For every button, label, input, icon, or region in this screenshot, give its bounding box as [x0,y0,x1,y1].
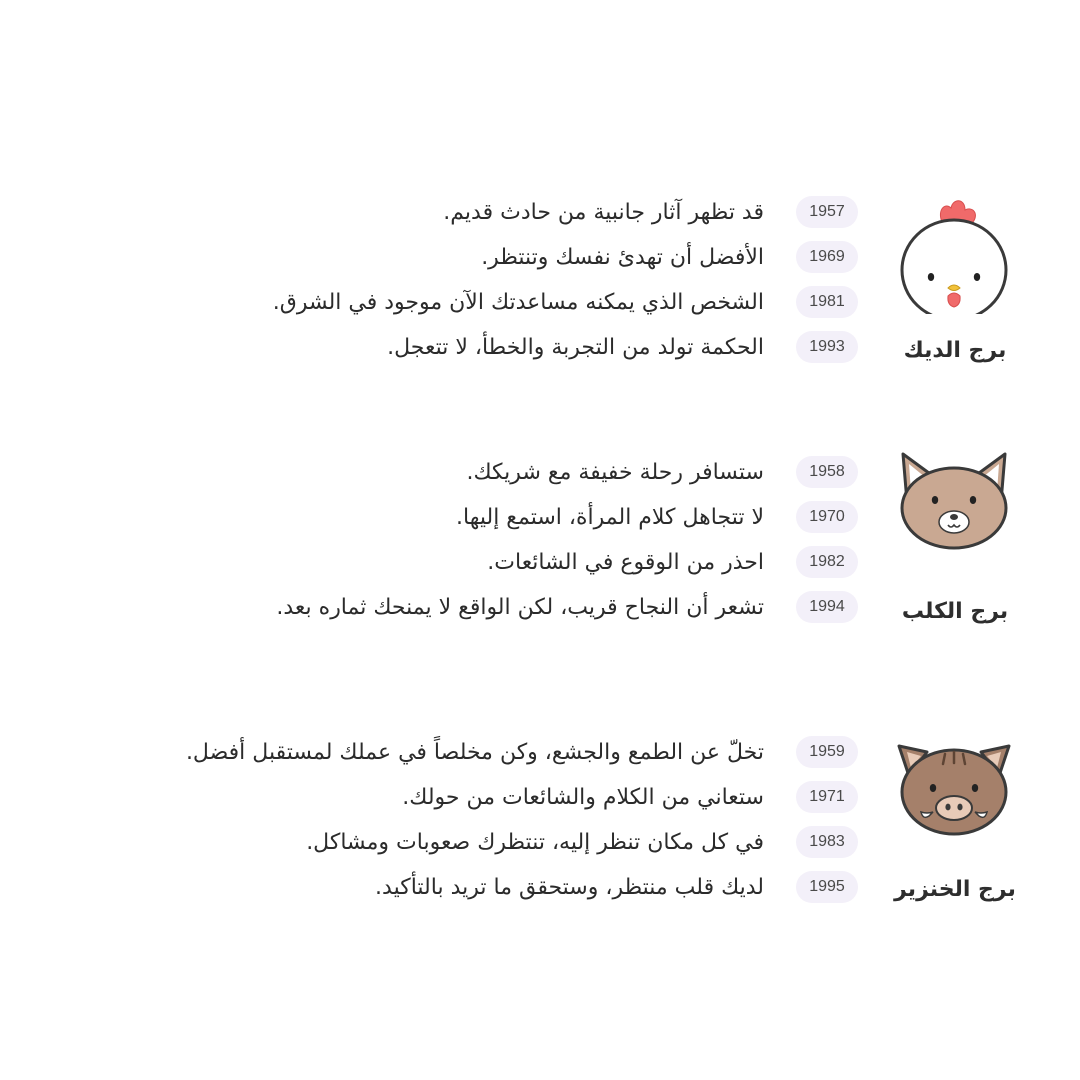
prediction-text: في كل مكان تنظر إليه، تنتظرك صعوبات ومشاكل. [306,830,764,855]
prediction-text: لا تتجاهل كلام المرأة، استمع إليها. [456,505,764,530]
prediction-text: احذر من الوقوع في الشائعات. [487,550,764,575]
year-badge: 1969 [796,241,858,273]
list-item [0,820,1080,865]
sign-title: برج الخنزير [894,877,1016,902]
year-badge: 1970 [796,501,858,533]
year-badge: 1959 [796,736,858,768]
year-badge: 1981 [796,286,858,318]
year-badge: 1982 [796,546,858,578]
list-item [0,730,1080,775]
prediction-text: تخلّ عن الطمع والجشع، وكن مخلصاً في عملك لمستقبل أفضل. [185,740,764,765]
year-badge: 1958 [796,456,858,488]
year-badge: 1971 [796,781,858,813]
list-item [0,450,1080,495]
year-badge: 1983 [796,826,858,858]
list-item [0,865,1080,910]
prediction-text: تشعر أن النجاح قريب، لكن الواقع لا يمنحك ثماره بعد. [276,595,764,620]
sign-title: برج الديك [903,338,1007,363]
prediction-text: الأفضل أن تهدئ نفسك وتنتظر. [481,245,764,270]
prediction-text: قد تظهر آثار جانبية من حادث قديم. [443,200,764,225]
list-item [0,280,1080,325]
year-badge: 1994 [796,591,858,623]
prediction-text: الشخص الذي يمكنه مساعدتك الآن موجود في الشرق. [272,290,764,315]
sign-title: برج الكلب [901,599,1009,624]
list-item [0,585,1080,630]
prediction-text: ستسافر رحلة خفيفة مع شريكك. [466,460,764,485]
prediction-text: ستعاني من الكلام والشائعات من حولك. [402,785,764,810]
list-item [0,495,1080,540]
list-item [0,540,1080,585]
year-badge: 1993 [796,331,858,363]
year-badge: 1995 [796,871,858,903]
prediction-text: لديك قلب منتظر، وستحقق ما تريد بالتأكيد. [375,875,764,900]
list-item [0,235,1080,280]
list-item [0,775,1080,820]
year-badge: 1957 [796,196,858,228]
list-item [0,325,1080,370]
list-item [0,190,1080,235]
prediction-text: الحكمة تولد من التجربة والخطأ، لا تتعجل. [387,335,764,360]
